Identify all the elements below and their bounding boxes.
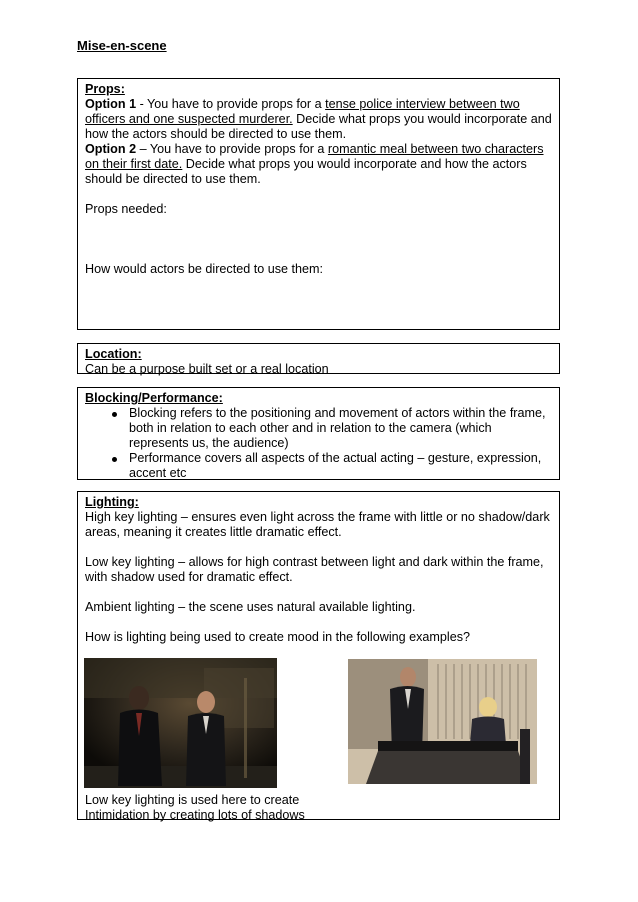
performance-bullet: Performance covers all aspects of the actual acting – gesture, expression, accent etc xyxy=(112,451,554,481)
location-heading: Location: xyxy=(85,347,142,361)
props-needed-label: Props needed: xyxy=(85,202,167,216)
blocking-list xyxy=(85,406,554,481)
night-scene-image xyxy=(84,658,277,788)
lighting-section xyxy=(77,491,560,820)
low-key-example-photo xyxy=(84,658,277,788)
interview-room-photo xyxy=(348,659,537,784)
blocking-heading: Blocking/Performance: xyxy=(85,391,223,405)
option-2-scenario: romantic meal between two characters on their first date. xyxy=(85,142,544,171)
location-text: Can be a purpose built set or a real location xyxy=(85,362,329,376)
lighting-question: How is lighting being used to create mood in the following examples? xyxy=(85,630,471,644)
props-heading: Props: xyxy=(85,82,125,96)
blocking-section xyxy=(77,387,560,480)
option-2-sep: – You have to provide props for a xyxy=(136,142,328,156)
high-key-text: High key lighting – ensures even light across the frame with little or no shadow/dark areas, meaning it creates little dramatic effect. xyxy=(85,510,550,539)
option-1-text xyxy=(85,97,554,142)
directed-question: How would actors be directed to use them: xyxy=(85,262,324,276)
caption-line-2: Intimidation by creating lots of shadows xyxy=(85,808,305,822)
low-key-text: Low key lighting – allows for high contrast between light and dark within the frame, with shadow used for dramatic effect. xyxy=(85,555,544,584)
location-section xyxy=(77,343,560,374)
page-title: Mise-en-scene xyxy=(77,38,167,53)
photo-caption xyxy=(85,793,305,823)
option-2-instruction: Decide what props you would incorporate and how the actors should be directed to use them. xyxy=(85,157,527,186)
option-2-text xyxy=(85,142,554,187)
interview-scene-image xyxy=(348,659,537,784)
caption-line-1: Low key lighting is used here to create xyxy=(85,793,300,807)
option-1-instruction: Decide what props you would incorporate and how the actors should be directed to use them. xyxy=(85,112,552,141)
option-1-scenario: tense police interview between two officers and one suspected murderer. xyxy=(85,97,520,126)
blocking-bullet: Blocking refers to the positioning and movement of actors within the frame, both in relation to each other and in relation to the camera (which represents us, the audience) xyxy=(112,406,554,451)
lighting-heading: Lighting: xyxy=(85,495,139,509)
option-2-label: Option 2 xyxy=(85,142,137,156)
ambient-text: Ambient lighting – the scene uses natural available lighting. xyxy=(85,600,416,614)
option-1-sep: - You have to provide props for a xyxy=(136,97,326,111)
option-1-label: Option 1 xyxy=(85,97,137,111)
props-section xyxy=(77,78,560,330)
